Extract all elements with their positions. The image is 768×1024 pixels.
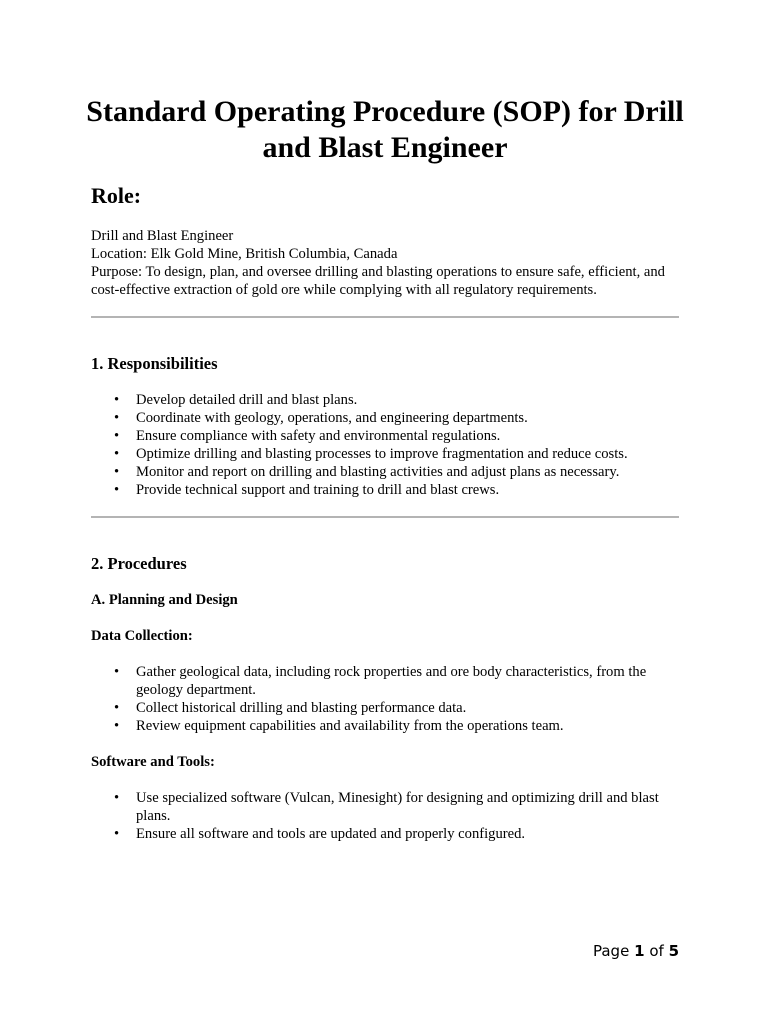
list-item-text: Develop detailed drill and blast plans. <box>136 392 358 408</box>
procedures-heading: 2. Procedures <box>91 554 187 573</box>
document-page <box>86 0 684 1024</box>
list-item <box>91 445 679 463</box>
data-collection-list <box>91 663 679 735</box>
role-purpose: Purpose: To design, plan, and oversee drilling and blasting operations to ensure safe, efficient, and cost-effective extraction of gold ore while complying with all regulatory requirements. <box>91 264 665 298</box>
role-heading: Role: <box>91 183 142 208</box>
list-item <box>91 699 679 717</box>
list-item-text: Provide technical support and training to drill and blast crews. <box>136 482 500 498</box>
current-page-number: 1 <box>634 942 645 960</box>
bullet-icon: • <box>114 700 120 716</box>
data-collection-heading: Data Collection: <box>91 628 193 644</box>
list-item-text: Optimize drilling and blasting processes to improve fragmentation and reduce costs. <box>136 446 628 462</box>
horizontal-divider <box>91 516 679 518</box>
list-item <box>91 481 679 499</box>
list-item <box>91 409 679 427</box>
list-item <box>91 463 679 481</box>
bullet-icon: • <box>114 464 120 480</box>
list-item <box>91 391 679 409</box>
bullet-icon: • <box>114 718 120 734</box>
bullet-icon: • <box>114 446 120 462</box>
role-name: Drill and Blast Engineer <box>91 228 234 244</box>
role-info <box>91 227 679 299</box>
list-item-text: Ensure compliance with safety and environmental regulations. <box>136 428 501 444</box>
planning-design-heading: A. Planning and Design <box>91 592 238 608</box>
bullet-icon: • <box>114 826 120 842</box>
list-item-text: Coordinate with geology, operations, and engineering departments. <box>136 410 528 426</box>
bullet-icon: • <box>114 392 120 408</box>
horizontal-divider <box>91 316 679 318</box>
list-item <box>91 663 679 699</box>
bullet-icon: • <box>114 410 120 426</box>
list-item-text: Monitor and report on drilling and blasting activities and adjust plans as necessary. <box>136 464 620 480</box>
list-item <box>91 427 679 445</box>
responsibilities-list <box>91 391 679 499</box>
software-tools-heading: Software and Tools: <box>91 754 215 770</box>
list-item <box>91 717 679 735</box>
list-item-text: Collect historical drilling and blasting performance data. <box>136 700 467 716</box>
list-item-text: Use specialized software (Vulcan, Minesight) for designing and optimizing drill and blast plans. <box>136 790 659 824</box>
document-title: Standard Operating Procedure (SOP) for Drill and Blast Engineer <box>86 95 684 164</box>
list-item <box>91 825 679 843</box>
total-pages-number: 5 <box>668 942 679 960</box>
list-item-text: Ensure all software and tools are updated and properly configured. <box>136 826 526 842</box>
of-label: of <box>649 942 664 960</box>
responsibilities-heading: 1. Responsibilities <box>91 354 218 373</box>
page-label: Page <box>592 942 630 960</box>
bullet-icon: • <box>114 664 120 680</box>
bullet-icon: • <box>114 428 120 444</box>
bullet-icon: • <box>114 790 120 806</box>
software-tools-list <box>91 789 679 843</box>
list-item-text: Gather geological data, including rock properties and ore body characteristics, from the geology department. <box>136 664 647 698</box>
bullet-icon: • <box>114 482 120 498</box>
role-location: Location: Elk Gold Mine, British Columbia, Canada <box>91 246 398 262</box>
list-item-text: Review equipment capabilities and availability from the operations team. <box>136 718 564 734</box>
page-number-footer <box>593 941 679 961</box>
list-item <box>91 789 679 825</box>
